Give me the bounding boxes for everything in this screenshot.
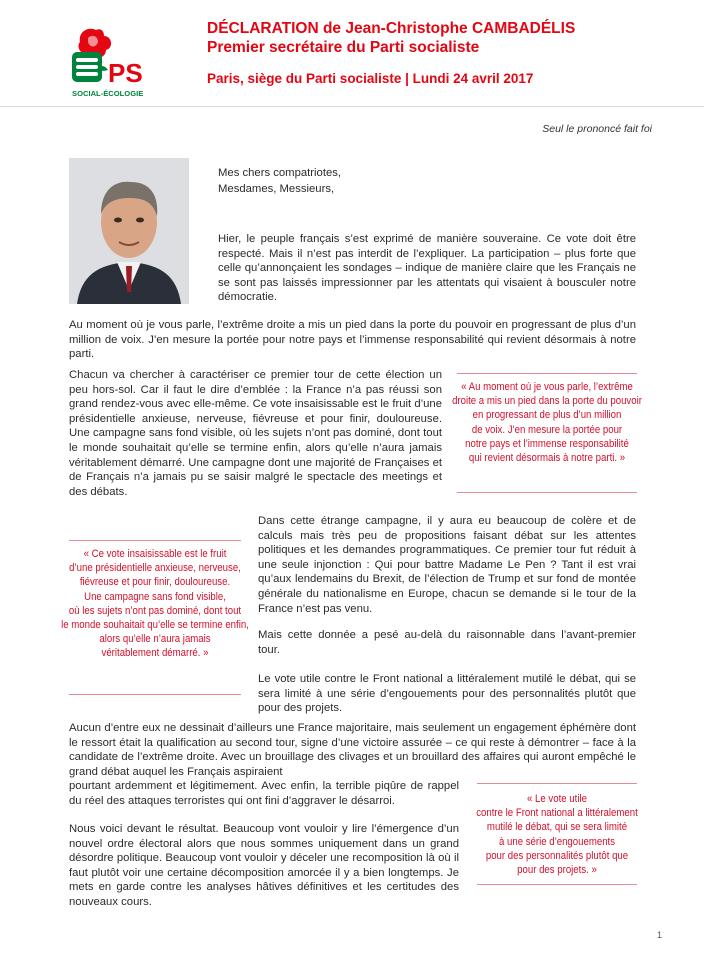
quote-2-top-rule	[69, 540, 241, 541]
speaker-photo	[69, 158, 189, 304]
pull-quote-line: Une campagne sans fond visible,	[84, 590, 226, 603]
pull-quote-line: « Le vote utile	[527, 793, 587, 805]
pull-quote-line: alors qu’elle n’aura jamais	[99, 633, 211, 646]
logo-sub-text: SOCIAL-ÉCOLOGIE	[72, 89, 144, 98]
pull-quote-line: fiévreuse et pour finir, douloureuse.	[79, 576, 231, 589]
subtitle: Premier secrétaire du Parti socialiste	[207, 39, 480, 56]
paragraph-1: Hier, le peuple français s’est exprimé de manière souveraine. Ce vote doit être respecté. Mais il n’est pas interdit de l’expliquer. La participation – plus forte que celle qu’annonçaient les sondages – indique de manière claire que les Français ne se sont pas laissés impressionner par les attentats qui visaient à bousculer notre démocratie.	[218, 233, 636, 304]
paragraph-4: Dans cette étrange campagne, il y aura eu beaucoup de colère et de calculs mais très peu de propositions faisant débat sur les attentes politiques et les demandes programmatiques. Ce premier tour fut réduit à une seule injonction : Qui pour battre Madame Le Pen ? Tant il est vrai qu’aux lendemains du Brexit, de l’élection de Trump et sur fond de montée générale du nationalisme en Europe, chacun se demande si le tour de la France n’est pas venu.	[258, 515, 636, 615]
ps-logo	[66, 22, 158, 104]
pull-quote-line: contre le Front national a littéralement	[476, 807, 638, 820]
paragraph-8: Nous voici devant le résultat. Beaucoup vont vouloir y lire l’émergence d’un nouvel ordre électoral alors que nous sommes uniquement dans un grand désordre politique. Beaucoup vont vouloir y déceler une recomposition là où il faut plutôt voir une certaine décomposition amorcée il y a bien longtemps. Je mets en garde contre les analyses hâtives définitives et les certitudes des nouveaux cours.	[69, 823, 459, 908]
paragraph-7b: pourtant ardemment et légitimement. Avec enfin, la terrible piqûre de rappel du réel des attaques terroristes qui ont fini d’aggraver le désarroi.	[69, 780, 459, 807]
pull-quote-line: mutilé le débat, qui se sera limité	[486, 821, 628, 834]
quote-1-top-rule	[457, 373, 637, 374]
pull-quote-line: pour des projets. »	[517, 864, 597, 877]
place-date: Paris, siège du Parti socialiste | Lundi 24 avril 2017	[207, 71, 534, 86]
salutation-line-1: Mes chers compatriotes,	[218, 167, 342, 179]
pull-quote-line: qui revient désormais à notre parti. »	[468, 452, 626, 465]
pull-quote-line: le monde souhaitait qu’elle se termine enfin,	[61, 619, 249, 632]
pull-quote-line: de voix. J’en mesure la portée pour	[471, 423, 623, 436]
pull-quote-2	[58, 547, 252, 661]
pull-quote-line: « Ce vote insaisissable est le fruit	[83, 548, 227, 560]
salutation-line-2: Mesdames, Messieurs,	[218, 183, 335, 195]
quote-3-bottom-rule	[477, 884, 637, 885]
paragraph-7a: Aucun d’entre eux ne dessinait d’ailleurs une France majoritaire, mais seulement un engagement éphémère dont le ressort était la qualification au second tour, signe d’une victoire assurée – ce qui reste à démontrer – face à la candidate de l’extrême droite. Avec un brouillage des clivages et un brouillard des affaires qui auront empêché le grand débat auquel les Français aspiraient	[69, 722, 636, 778]
pull-quote-line: droite a mis un pied dans la porte du pouvoir	[452, 395, 642, 408]
pull-quote-line: à une série d’engouements	[498, 835, 616, 848]
quote-1-bottom-rule	[457, 492, 637, 493]
pull-quote-line: « Au moment où je vous parle, l’extrême	[461, 381, 633, 393]
title-rest: de Jean-Christophe CAMBADÉLIS	[318, 20, 576, 37]
declaration-title	[207, 20, 575, 38]
fist-icon	[72, 52, 102, 82]
pull-quote-line: d’une présidentielle anxieuse, nerveuse,	[69, 562, 241, 575]
pull-quote-line: en progressant de plus d’un million	[472, 409, 622, 422]
pull-quote-line: où les sujets n’ont pas dominé, dont tout	[68, 604, 242, 617]
paragraph-3: Chacun va chercher à caractériser ce premier tour de cette élection un peu hors-sol. Car il faut le dire d’emblée : la France n’a pas réussi son grand rendez-vous avec elle-même. Ce vote insaisissable est le fruit d’une présidentielle anxieuse, nerveuse, fiévreuse et pour finir, douloureuse. Une campagne sans fond visible, où les sujets n’ont pas dominé, dont tout le monde souhaitait qu’elle se termine enfin, alors qu’elle n’aura jamais véritablement démarré. Une campagne dont une majorité de Françaises et de Français n’a jamais pu se saisir malgré le spectacle des meetings et des débats.	[69, 369, 442, 498]
quote-2-bottom-rule	[69, 694, 241, 695]
paragraph-2: Au moment où je vous parle, l’extrême droite a mis un pied dans la porte du pouvoir en progressant de plus d’un million de voix. J’en mesure la portée pour notre pays et l’immense responsabilité qui revient désormais à notre parti.	[69, 319, 636, 361]
page-number: 1	[656, 930, 662, 940]
logo-ps-text: PS	[108, 58, 143, 88]
paragraph-5: Mais cette donnée a pesé au-delà du raisonnable dans l’avant-premier tour.	[258, 629, 636, 656]
pull-quote-1	[446, 380, 647, 465]
paragraph-6: Le vote utile contre le Front national a littéralement mutilé le débat, qui se sera limité à une série d’engouements pour des personnalités plutôt que pour des projets.	[258, 673, 636, 715]
title-bold: DÉCLARATION	[207, 20, 319, 37]
pull-quote-line: pour des personnalités plutôt que	[485, 849, 629, 862]
spoken-word-note: Seul le prononcé fait foi	[542, 123, 652, 135]
header-divider	[0, 106, 704, 107]
pull-quote-3	[464, 792, 650, 877]
pull-quote-line: notre pays et l’immense responsabilité	[465, 437, 629, 450]
quote-3-top-rule	[477, 783, 637, 784]
pull-quote-line: véritablement démarré. »	[101, 647, 209, 660]
